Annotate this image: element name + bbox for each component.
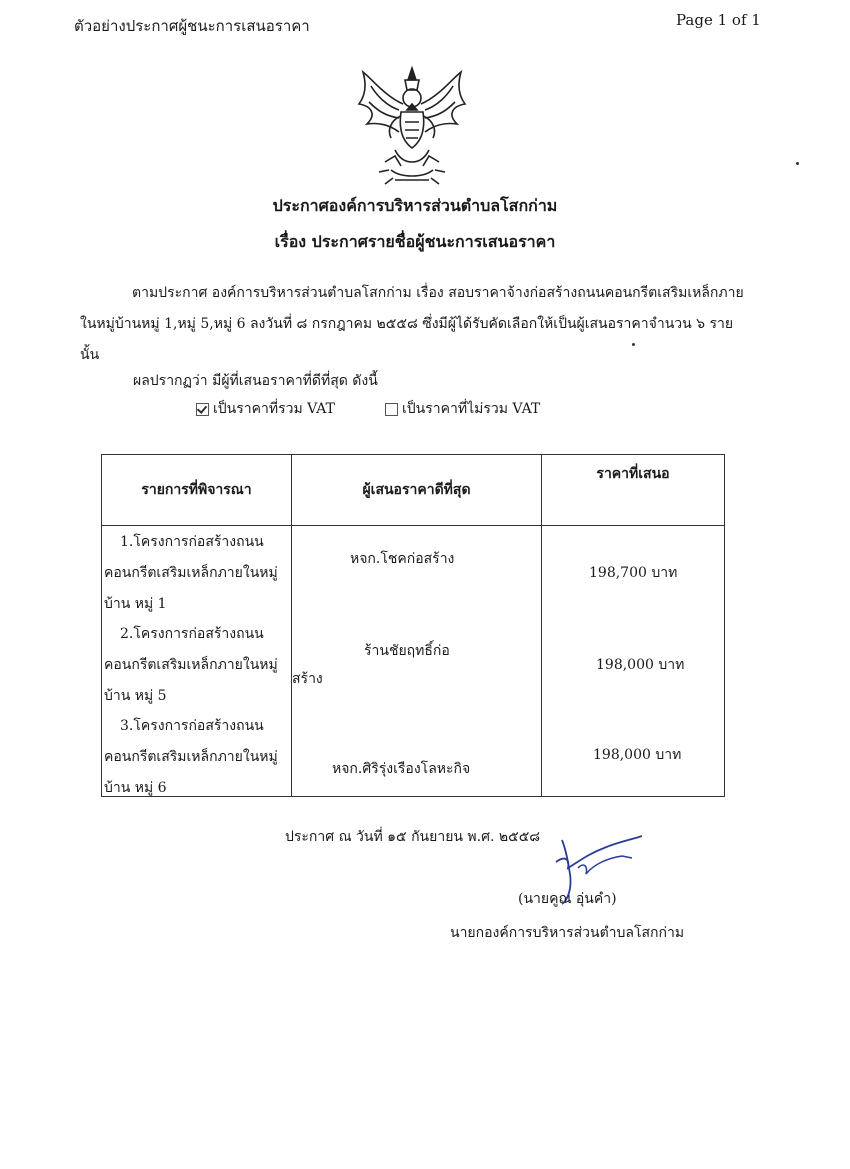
- body-line-1: ตามประกาศ องค์การบริหารส่วนตำบลโสกก่าม เรื่อง สอบราคาจ้างก่อสร้างถนนคอนกรีตเสริมเหล็กภาย: [132, 285, 744, 301]
- page-number: Page 1 of 1: [676, 11, 761, 29]
- bidder-3: หจก.ศิริรุ่งเรืองโลหะกิจ: [332, 761, 471, 777]
- garuda-emblem-icon: [355, 66, 470, 188]
- scan-speck: [796, 162, 799, 165]
- scan-speck: [632, 343, 635, 346]
- results-table: [101, 454, 725, 797]
- signer-position: นายกองค์การบริหารส่วนตำบลโสกก่าม: [450, 925, 685, 941]
- price-2: 198,000 บาท: [596, 657, 685, 673]
- body-line-3: นั้น: [80, 347, 100, 363]
- vat-excluded-label: เป็นราคาที่ไม่รวม VAT: [402, 401, 541, 417]
- table-row: [104, 711, 286, 804]
- table-row: [104, 619, 286, 712]
- document-label: ตัวอย่างประกาศผู้ชนะการเสนอราคา: [74, 17, 310, 35]
- checkbox-checked-icon[interactable]: [196, 403, 209, 416]
- announcement-subject: เรื่อง ประกาศรายชื่อผู้ชนะการเสนอราคา: [274, 232, 556, 251]
- table-body-row: [102, 526, 725, 797]
- announcement-title: ประกาศองค์การบริหารส่วนตำบลโสกก่าม: [272, 196, 558, 215]
- signer-name: (นายคูณ อุ่นคำ): [518, 891, 617, 907]
- vat-included-label: เป็นราคาที่รวม VAT: [213, 401, 335, 417]
- item-2-line-1: 2.โครงการก่อสร้างถนน: [120, 626, 264, 642]
- item-1-line-1: 1.โครงการก่อสร้างถนน: [120, 534, 264, 550]
- col-header-price: ราคาที่เสนอ: [542, 455, 725, 526]
- price-3: 198,000 บาท: [593, 747, 682, 763]
- announcement-date: ประกาศ ณ วันที่ ๑๕ กันยายน พ.ศ. ๒๕๕๘: [285, 829, 541, 845]
- col-header-item: รายการที่พิจารณา: [102, 455, 292, 526]
- price-1: 198,700 บาท: [589, 565, 678, 581]
- item-3-line-1: 3.โครงการก่อสร้างถนน: [120, 718, 264, 734]
- item-3-line-2: คอนกรีตเสริมเหล็กภายในหมู่: [104, 749, 278, 765]
- item-2-line-2: คอนกรีตเสริมเหล็กภายในหมู่: [104, 657, 278, 673]
- result-line: ผลปรากฏว่า มีผู้ที่เสนอราคาที่ดีที่สุด ดังนี้: [133, 373, 378, 389]
- vat-included-option[interactable]: [196, 398, 335, 420]
- bidder-1: หจก.โชคก่อสร้าง: [350, 551, 455, 567]
- body-line-2: ในหมู่บ้านหมู่ 1,หมู่ 5,หมู่ 6 ลงวันที่ ๘ กรกฎาคม ๒๕๕๘ ซึ่งมีผู้ได้รับคัดเลือกให้เป็นผู้เสนอราคาจำนวน ๖ ราย: [80, 316, 734, 332]
- bidder-2: ร้านชัยฤทธิ์ก่อ: [364, 643, 450, 659]
- vat-excluded-option[interactable]: [385, 398, 540, 420]
- body-paragraph: [80, 278, 745, 371]
- prices-cell: [542, 526, 725, 797]
- item-1-line-2: คอนกรีตเสริมเหล็กภายในหมู่: [104, 565, 278, 581]
- item-3-line-3: บ้าน หมู่ 6: [104, 780, 167, 796]
- bidder-2-continued: สร้าง: [292, 671, 323, 687]
- item-1-line-3: บ้าน หมู่ 1: [104, 596, 167, 612]
- item-2-line-3: บ้าน หมู่ 5: [104, 688, 167, 704]
- col-header-bidder: ผู้เสนอราคาดีที่สุด: [292, 455, 542, 526]
- bidders-cell: [292, 526, 542, 797]
- items-cell: [102, 526, 292, 797]
- checkbox-unchecked-icon[interactable]: [385, 403, 398, 416]
- table-row: [104, 527, 286, 620]
- table-header-row: [102, 455, 725, 526]
